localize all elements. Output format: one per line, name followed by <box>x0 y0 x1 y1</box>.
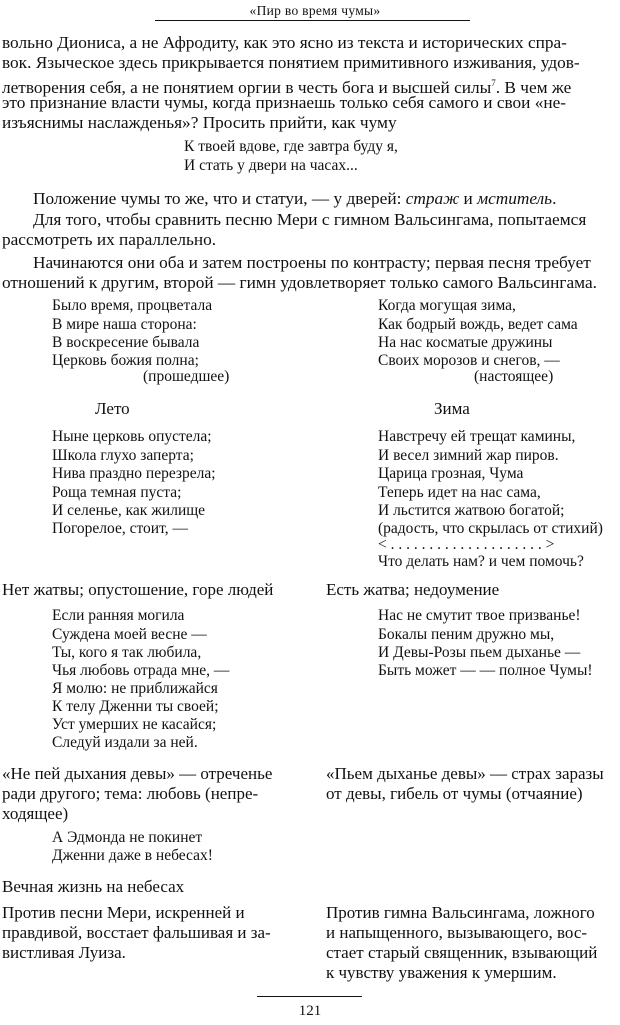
para-statue <box>33 189 556 209</box>
footnote-ref: 7 <box>491 78 496 88</box>
walsingham-stanza-2-line-5: И льстится жатвою богатой; <box>378 502 565 519</box>
left-final-line-1: Против песни Мери, искренней и <box>2 903 245 922</box>
intro-line-3-end: . В чем же <box>495 78 572 97</box>
mary-stanza-3-line-7: Уст умерших не касайся; <box>52 716 217 733</box>
note-dont-drink-line-3: ходящее) <box>2 804 69 823</box>
right-final-line-1: Против гимна Вальсингама, ложного <box>326 903 595 922</box>
walsingham-stanza-2-line-4: Теперь идет на нас сама, <box>378 484 541 501</box>
para-compare-line-2: рассмотреть их параллельно. <box>2 230 217 249</box>
intro-line-2: вок. Языческое здесь прикрывается понятием примитивного изживания, удов- <box>2 53 580 72</box>
mary-stanza-2-line-4: Роща темная пуста; <box>52 484 182 501</box>
para-statue-text: Положение чумы то же, что и статуи, — у дверей: <box>33 189 406 208</box>
word-guard: страж <box>405 189 460 208</box>
walsingham-stanza-2-line-2: И весел зимний жар пиров. <box>378 447 559 464</box>
intro-line-4: это признание власти чумы, когда признаешь только себя самого и свои «не- <box>2 93 567 112</box>
left-final-line-3: вистливая Луиза. <box>2 943 126 962</box>
word-avenger: мститель <box>477 189 553 208</box>
mary-stanza-2-line-3: Нива праздно перезрела; <box>52 465 216 482</box>
note-dont-drink-line-1: «Не пей дыхания девы» — отреченье <box>2 764 273 783</box>
walsingham-stanza-1-line-3: На нас косматые дружины <box>378 334 553 351</box>
walsingham-stanza-3-line-3: И Девы-Розы пьем дыханье — <box>378 644 581 661</box>
note-dont-drink-line-2: ради другого; тема: любовь (непре- <box>2 784 259 803</box>
note-drink-line-1: «Пьем дыханье девы» — страх заразы <box>326 764 604 783</box>
mary-stanza-2-line-1: Ныне церковь опустела; <box>52 428 212 445</box>
right-final-line-2: и напыщенного, вызывающего, вос- <box>326 923 588 942</box>
quote-line-1: К твоей вдове, где завтра буду я, <box>184 138 398 155</box>
note-eternal-life: Вечная жизнь на небесах <box>2 877 185 896</box>
walsingham-stanza-2-line-7: Что делать нам? и чем помочь? <box>378 553 584 570</box>
para-contrast-line-1: Начинаются они оба и затем построены по контрасту; первая песня требует <box>33 253 591 272</box>
tag-past: (прошедшее) <box>143 368 230 385</box>
para-statue-and: и <box>459 189 478 208</box>
mary-stanza-3-line-6: К телу Дженни ты своей; <box>52 698 219 715</box>
para-compare-line-1: Для того, чтобы сравнить песню Мери с гимном Вальсингама, попытаемся <box>33 210 587 229</box>
footer-rule <box>257 996 362 997</box>
left-final-line-2: правдивой, восстает фальшивая и за- <box>2 923 271 942</box>
mary-stanza-1-line-4: Церковь божия полна; <box>52 352 199 369</box>
ellipsis-line: < . . . . . . . . . . . . . . . . . . . . > <box>378 536 555 553</box>
walsingham-stanza-2-line-6: (радость, что скрылась от стихий) <box>378 520 603 537</box>
intro-line-3-text: летворения себя, а не понятием оргии в честь бога и высшей силы <box>2 78 492 97</box>
page-number: 121 <box>298 1003 322 1019</box>
mary-stanza-3-line-1: Если ранняя могила <box>52 607 185 624</box>
mary-stanza-3-line-8: Следуй издали за ней. <box>52 734 198 751</box>
mary-stanza-4-line-2: Дженни даже в небесах! <box>52 847 213 864</box>
mary-stanza-2-line-2: Школа глухо заперта; <box>52 447 194 464</box>
quote-line-2: И стать у двери на часах... <box>184 157 358 174</box>
walsingham-stanza-1-line-1: Когда могущая зима, <box>378 297 516 314</box>
note-drink-line-2: от девы, гибель от чумы (отчаяние) <box>326 784 583 803</box>
tag-present: (настоящее) <box>474 368 554 385</box>
mary-stanza-2-line-6: Погорелое, стоит, — <box>52 520 188 537</box>
mary-stanza-3-line-5: Я молю: не приближайся <box>52 680 218 697</box>
walsingham-stanza-1-line-4: Своих морозов и снегов, — <box>378 352 560 369</box>
mary-stanza-2-line-5: И селенье, как жилище <box>52 502 206 519</box>
mary-stanza-1-line-3: В воскресение бывала <box>52 334 200 351</box>
header-rule <box>155 20 470 21</box>
intro-line-5: изъяснимы наслажденья»? Просить прийти, как чуму <box>2 113 397 132</box>
note-harvest: Есть жатва; недоумение <box>326 580 500 599</box>
mary-stanza-4-line-1: А Эдмонда не покинет <box>52 829 203 846</box>
walsingham-stanza-2-line-3: Царица грозная, Чума <box>378 465 524 482</box>
walsingham-stanza-1-line-2: Как бодрый вождь, ведет сама <box>378 316 578 333</box>
right-final-line-4: к чувству уважения к умершим. <box>326 963 557 982</box>
mary-stanza-3-line-2: Суждена моей весне — <box>52 626 207 643</box>
mary-stanza-3-line-4: Чья любовь отрада мне, — <box>52 662 230 679</box>
walsingham-stanza-3-line-4: Быть может — — полное Чумы! <box>378 662 593 679</box>
para-contrast-line-2: отношений к другим, второй — гимн удовлетворяет только самого Вальсингама. <box>2 273 597 292</box>
walsingham-stanza-3-line-1: Нас не смутит твое призванье! <box>378 607 581 624</box>
heading-winter: Зима <box>434 399 470 418</box>
mary-stanza-3-line-3: Ты, кого я так любила, <box>52 644 202 661</box>
para-statue-end: . <box>552 189 557 208</box>
intro-line-1: вольно Диониса, а не Афродиту, как это ясно из текста и исторических спра- <box>2 33 567 52</box>
mary-stanza-1-line-2: В мире наша сторона: <box>52 316 197 333</box>
running-head: «Пир во время чумы» <box>249 3 381 18</box>
walsingham-stanza-2-line-1: Навстречу ей трещат камины, <box>378 428 576 445</box>
note-no-harvest: Нет жатвы; опустошение, горе людей <box>2 580 274 599</box>
right-final-line-3: стает старый священник, взывающий <box>326 943 598 962</box>
mary-stanza-1-line-1: Было время, процветала <box>52 297 213 314</box>
heading-summer: Лето <box>95 399 130 418</box>
walsingham-stanza-3-line-2: Бокалы пеним дружно мы, <box>378 626 555 643</box>
